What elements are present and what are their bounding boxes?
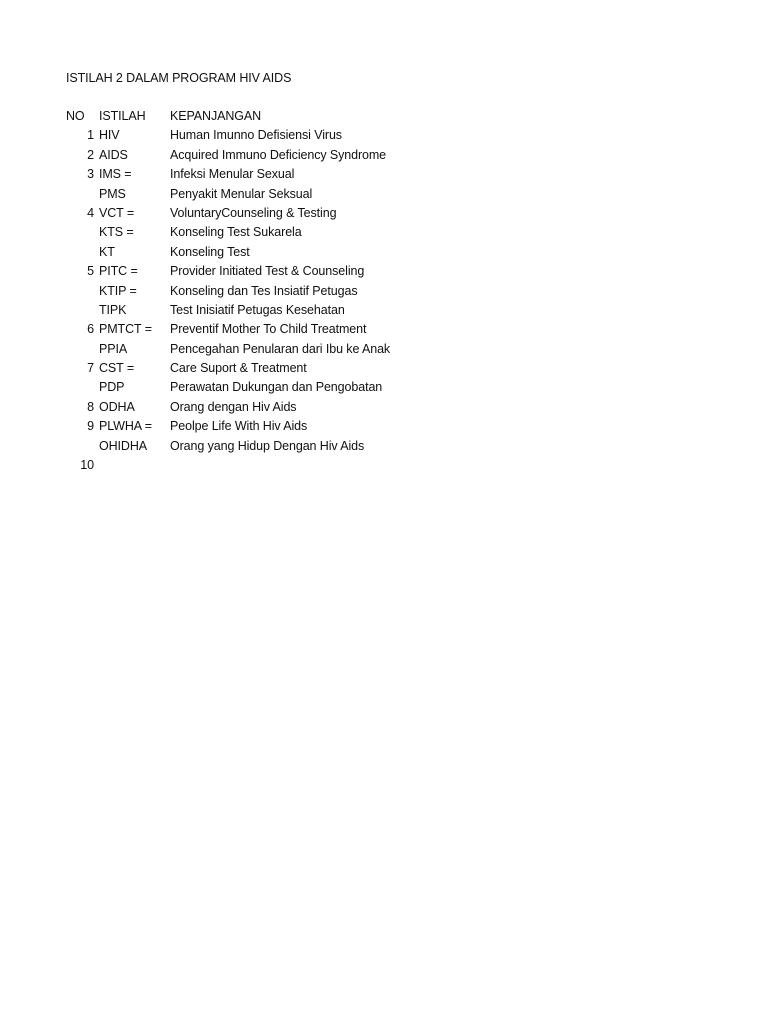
row-istilah: VCT = bbox=[99, 205, 135, 220]
row-istilah: KTIP = bbox=[99, 283, 137, 298]
row-kepanjangan: Human Imunno Defisiensi Virus bbox=[170, 128, 342, 143]
row-istilah: ODHA bbox=[99, 399, 135, 414]
row-number: 5 bbox=[87, 264, 94, 279]
row-kepanjangan: Pencegahan Penularan dari Ibu ke Anak bbox=[170, 341, 391, 356]
row-kepanjangan: Infeksi Menular Sexual bbox=[170, 167, 295, 182]
header-no: NO bbox=[66, 109, 85, 123]
row-kepanjangan: Preventif Mother To Child Treatment bbox=[170, 322, 367, 337]
row-istilah: TIPK bbox=[99, 302, 127, 317]
row-istilah: OHIDHA bbox=[99, 438, 148, 453]
row-istilah: PDP bbox=[99, 380, 125, 395]
row-kepanjangan: Orang yang Hidup Dengan Hiv Aids bbox=[170, 438, 365, 453]
row-istilah: CST = bbox=[99, 361, 135, 376]
row-kepanjangan: Acquired Immuno Deficiency Syndrome bbox=[170, 147, 387, 162]
document-title: ISTILAH 2 DALAM PROGRAM HIV AIDS bbox=[66, 71, 292, 85]
row-istilah: KTS = bbox=[99, 225, 134, 240]
row-kepanjangan: Care Suport & Treatment bbox=[170, 361, 307, 376]
row-kepanjangan: Konseling Test bbox=[170, 244, 250, 259]
row-number: 1 bbox=[87, 128, 94, 143]
header-istilah: ISTILAH bbox=[99, 109, 146, 123]
row-number: 2 bbox=[87, 147, 94, 162]
row-istilah: HIV bbox=[99, 128, 120, 143]
row-kepanjangan: Test Inisiatif Petugas Kesehatan bbox=[170, 302, 345, 317]
row-kepanjangan: Perawatan Dukungan dan Pengobatan bbox=[170, 380, 383, 395]
row-istilah: PMS bbox=[99, 186, 126, 201]
row-kepanjangan: Orang dengan Hiv Aids bbox=[170, 399, 297, 414]
row-kepanjangan: VoluntaryCounseling & Testing bbox=[170, 205, 337, 220]
row-number: 7 bbox=[87, 361, 94, 376]
row-kepanjangan: Provider Initiated Test & Counseling bbox=[170, 264, 365, 279]
row-number: 3 bbox=[87, 167, 94, 182]
row-istilah: PITC = bbox=[99, 264, 138, 279]
row-kepanjangan: Peolpe Life With Hiv Aids bbox=[170, 419, 308, 434]
row-istilah: PPIA bbox=[99, 341, 128, 356]
row-istilah: PMTCT = bbox=[99, 322, 152, 337]
row-kepanjangan: Konseling Test Sukarela bbox=[170, 225, 302, 240]
header-kepanjangan: KEPANJANGAN bbox=[170, 109, 262, 123]
row-kepanjangan: Konseling dan Tes Insiatif Petugas bbox=[170, 283, 358, 298]
row-istilah: KT bbox=[99, 244, 115, 259]
row-istilah: AIDS bbox=[99, 147, 128, 162]
row-number: 4 bbox=[87, 205, 94, 220]
row-number: 9 bbox=[87, 419, 94, 434]
row-istilah: PLWHA = bbox=[99, 419, 152, 434]
row-kepanjangan: Penyakit Menular Seksual bbox=[170, 186, 313, 201]
row-number: 10 bbox=[80, 458, 94, 473]
row-number: 8 bbox=[87, 399, 94, 414]
row-number: 6 bbox=[87, 322, 94, 337]
row-istilah: IMS = bbox=[99, 167, 132, 182]
